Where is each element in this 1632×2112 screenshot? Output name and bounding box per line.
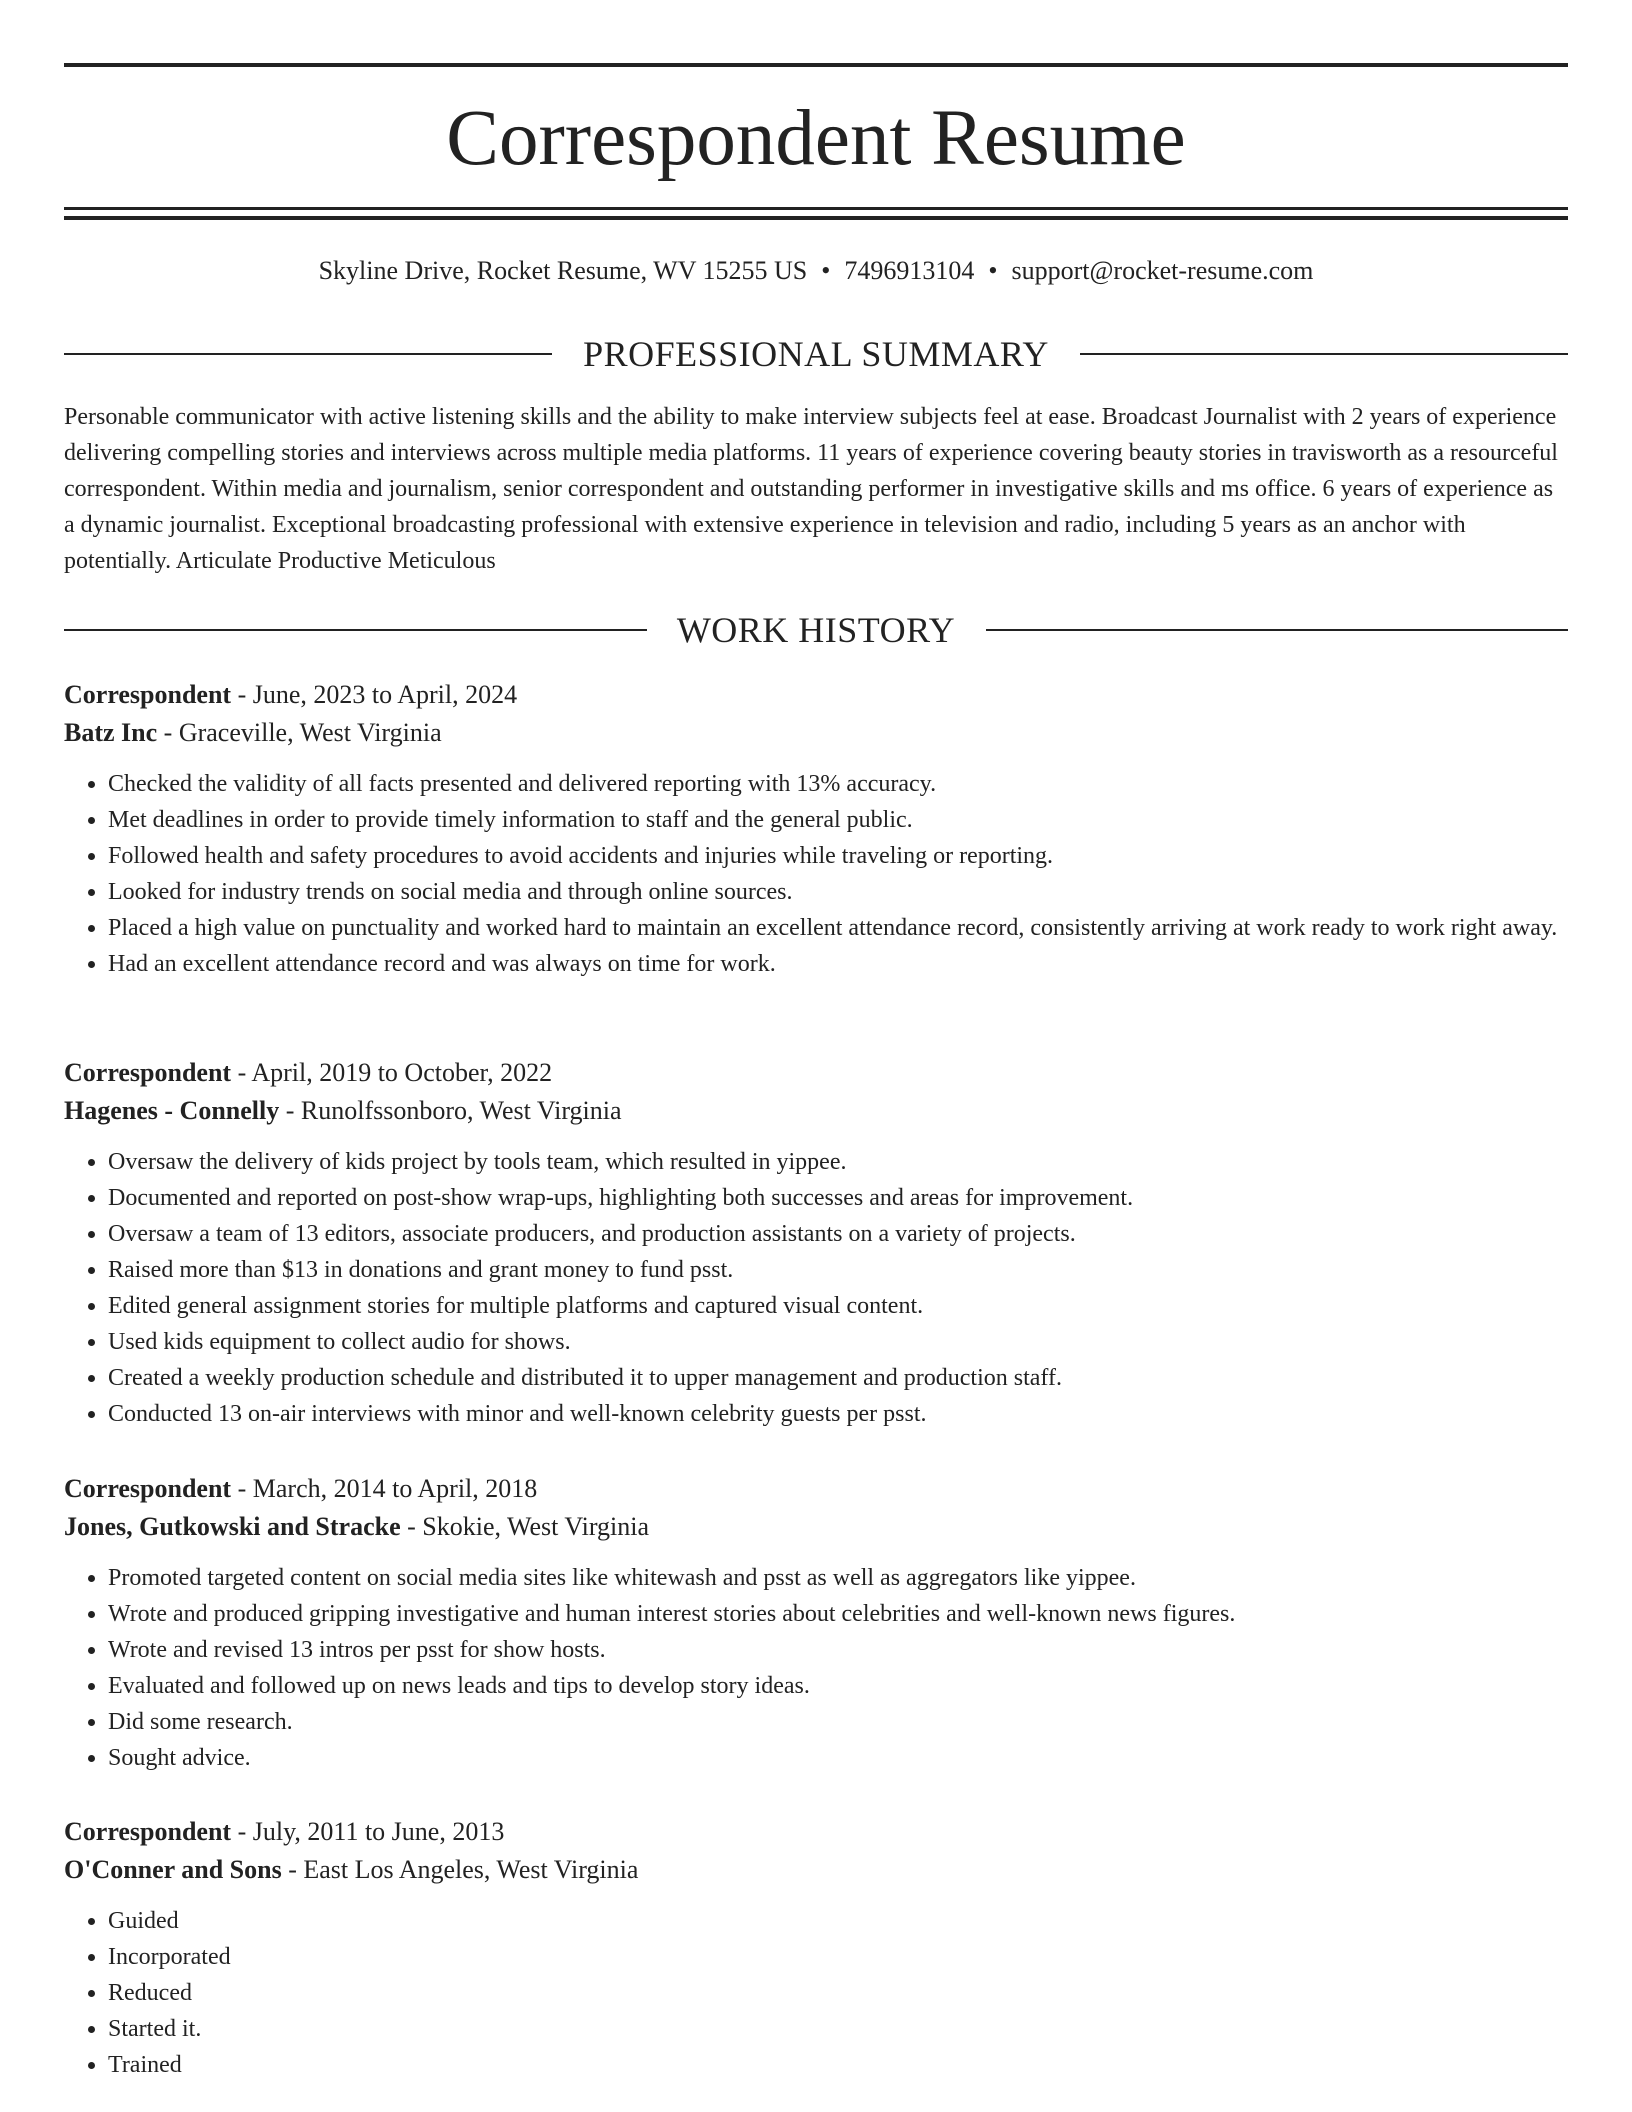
job-bullet: • Used kids equipment to collect audio for shows.: [108, 1324, 1568, 1360]
job-bullet: • Oversaw the delivery of kids project by tools team, which resulted in yippee.: [108, 1144, 1568, 1180]
heading-rule-right: [1080, 353, 1568, 355]
job-bullet: • Reduced: [108, 1975, 1568, 2011]
job-title: Correspondent: [64, 1474, 232, 1503]
job-company-line: [64, 1508, 1568, 1546]
job-bullet: • Edited general assignment stories for multiple platforms and captured visual content.: [108, 1288, 1568, 1324]
contact-address: Skyline Drive, Rocket Resume, WV 15255 US: [318, 256, 808, 285]
job-title: Correspondent: [64, 680, 232, 709]
summary-section-heading: [64, 333, 1568, 375]
job-bullet: • Documented and reported on post-show wrap-ups, highlighting both successes and areas for improvement.: [108, 1180, 1568, 1216]
job-dates: - March, 2014 to April, 2018: [231, 1474, 538, 1503]
job-company-line: [64, 714, 1568, 752]
job-location: - East Los Angeles, West Virginia: [281, 1855, 639, 1884]
job-bullet: • Started it.: [108, 2011, 1568, 2047]
job-bullet-list: [64, 766, 1568, 982]
job-title-line: [64, 1470, 1568, 1508]
job-bullet-list: [64, 1144, 1568, 1432]
job-bullet: • Created a weekly production schedule and distributed it to upper management and production staff.: [108, 1360, 1568, 1396]
heading-rule-right: [986, 629, 1568, 631]
job-bullet: • Promoted targeted content on social media sites like whitewash and psst as well as aggregators like yippee.: [108, 1560, 1568, 1596]
job-bullet: • Had an excellent attendance record and was always on time for work.: [108, 946, 1568, 982]
job-title: Correspondent: [64, 1817, 232, 1846]
job-title-line: [64, 676, 1568, 714]
job-title-line: [64, 1813, 1568, 1851]
job-bullet: • Wrote and produced gripping investigative and human interest stories about celebrities and well-known news figures.: [108, 1596, 1568, 1632]
job-company: Batz Inc: [64, 718, 158, 747]
contact-phone: 7496913104: [844, 256, 975, 285]
job-bullet: • Met deadlines in order to provide timely information to staff and the general public.: [108, 802, 1568, 838]
work-history-heading-label: WORK HISTORY: [676, 610, 956, 650]
job-bullet: • Trained: [108, 2047, 1568, 2083]
job-company: Jones, Gutkowski and Stracke: [64, 1512, 401, 1541]
job-bullet: • Followed health and safety procedures to avoid accidents and injuries while traveling or reporting.: [108, 838, 1568, 874]
job-bullet-list: [64, 1560, 1568, 1776]
job-title: Correspondent: [64, 1058, 232, 1087]
title-double-rule: [64, 207, 1568, 220]
job-company-line: [64, 1092, 1568, 1130]
summary-text: Personable communicator with active listening skills and the ability to make interview subjects feel at ease. Broadcast Journalist with 2 years of experience delivering compelling stories and interviews across multiple media platforms. 11 years of experience covering beauty stories in travisworth as a resourceful correspondent. Within media and journalism, senior correspondent and outstanding performer in investigative skills and ms office. 6 years of experience as a dynamic journalist. Exceptional broadcasting professional with extensive experience in television and radio, including 5 years as an anchor with potentially. Articulate Productive Meticulous: [64, 404, 1558, 574]
job-bullet: • Raised more than $13 in donations and grant money to fund psst.: [108, 1252, 1568, 1288]
job-dates: - July, 2011 to June, 2013: [231, 1817, 505, 1846]
job-company: O'Conner and Sons: [64, 1855, 282, 1884]
job-bullet: • Evaluated and followed up on news leads and tips to develop story ideas.: [108, 1668, 1568, 1704]
job-entry: [64, 1054, 1568, 1432]
job-location: - Skokie, West Virginia: [400, 1512, 650, 1541]
job-bullet: • Wrote and revised 13 intros per psst for show hosts.: [108, 1632, 1568, 1668]
job-dates: - June, 2023 to April, 2024: [231, 680, 518, 709]
job-entry: [64, 1470, 1568, 1776]
job-company: Hagenes - Connelly: [64, 1096, 280, 1125]
resume-title: Correspondent Resume: [446, 95, 1186, 182]
work-history-section-heading: [64, 609, 1568, 651]
job-bullet: • Oversaw a team of 13 editors, associate producers, and production assistants on a variety of projects.: [108, 1216, 1568, 1252]
top-rule: [64, 63, 1568, 67]
job-bullet: • Checked the validity of all facts presented and delivered reporting with 13% accuracy.: [108, 766, 1568, 802]
job-bullet: • Incorporated: [108, 1939, 1568, 1975]
job-company-line: [64, 1851, 1568, 1889]
job-bullet: • Looked for industry trends on social media and through online sources.: [108, 874, 1568, 910]
contact-email: support@rocket-resume.com: [1011, 256, 1314, 285]
job-title-line: [64, 1054, 1568, 1092]
summary-heading-label: PROFESSIONAL SUMMARY: [583, 334, 1049, 374]
job-bullet: • Did some research.: [108, 1704, 1568, 1740]
contact-separator: •: [988, 256, 998, 285]
job-bullet: • Guided: [108, 1903, 1568, 1939]
job-dates: - April, 2019 to October, 2022: [231, 1058, 553, 1087]
job-bullet: • Placed a high value on punctuality and worked hard to maintain an excellent attendance record, consistently arriving at work ready to work right away.: [108, 910, 1568, 946]
job-bullet: • Sought advice.: [108, 1740, 1568, 1776]
contact-line: [64, 254, 1568, 288]
job-bullet-list: [64, 1903, 1568, 2083]
job-location: - Graceville, West Virginia: [157, 718, 442, 747]
job-entry: [64, 1813, 1568, 2083]
job-entry: [64, 676, 1568, 982]
job-location: - Runolfssonboro, West Virginia: [279, 1096, 622, 1125]
job-bullet: • Conducted 13 on-air interviews with minor and well-known celebrity guests per psst.: [108, 1396, 1568, 1432]
contact-separator: •: [821, 256, 831, 285]
